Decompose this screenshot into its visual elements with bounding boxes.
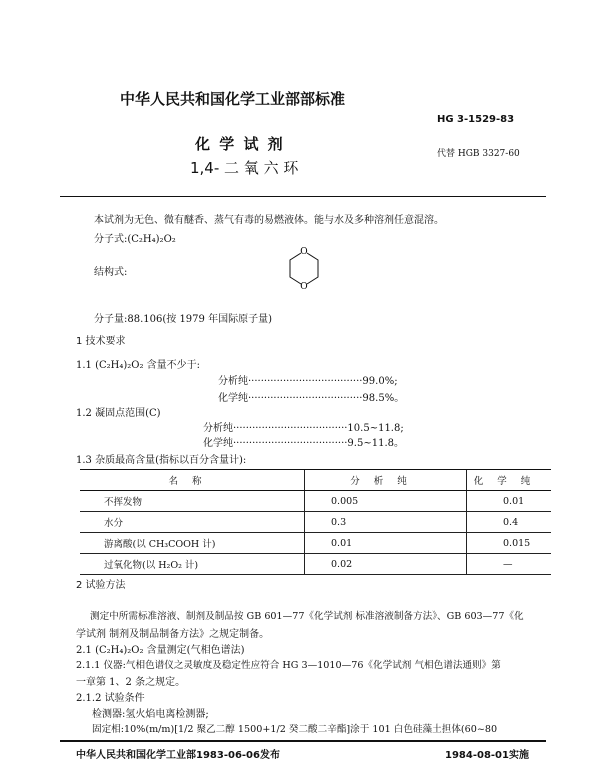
issuing-authority-heading: 中华人民共和国化学工业部部标准	[120, 90, 346, 108]
row-name: 不挥发物	[80, 491, 305, 512]
section-2-para-line-1: 测定中所需标准溶液、制剂及制品按 GB 601—77《化学试剂 标准溶液制备方法》、GB 603—77《化	[90, 611, 524, 622]
molecular-formula: 分子式:(C₂H₄)₂O₂	[94, 234, 176, 245]
row-chemical: 0.015	[467, 533, 552, 554]
row-chemical: 0.01	[467, 491, 552, 512]
replaces-standard: 代替 HGB 3327-60	[437, 149, 520, 159]
item-2-1-1-line-2: 一章第 1、2 条之规定。	[76, 677, 186, 688]
header-analytical: 分析纯	[305, 470, 467, 491]
item-2-1: 2.1 (C₂H₄)₂O₂ 含量测定(气相色谱法)	[76, 645, 245, 656]
detector-line: 检测器:氢火焰电离检测器;	[92, 709, 209, 720]
item-2-1-2: 2.1.2 试验条件	[76, 693, 145, 704]
row-analytical: 0.02	[305, 554, 467, 575]
item-1-3: 1.3 杂质最高含量(指标以百分含量计):	[76, 455, 247, 466]
row-analytical: 0.01	[305, 533, 467, 554]
item-1-2-chemical: 化学纯····································9.5~11.8。	[203, 438, 404, 449]
section-1-heading: 1 技术要求	[76, 336, 126, 347]
standard-number: HG 3-1529-83	[437, 114, 515, 125]
row-analytical: 0.005	[305, 491, 467, 512]
dioxane-structure-diagram	[284, 244, 324, 294]
row-name: 过氧化物(以 H₂O₂ 计)	[80, 554, 305, 575]
molecular-weight: 分子量:88.106(按 1979 年国际原子量)	[94, 314, 272, 325]
footer-divider	[60, 740, 546, 742]
row-chemical: —	[467, 554, 552, 575]
item-1-1-chemical: 化学纯····································98.5%。	[218, 393, 405, 404]
item-1-1: 1.1 (C₂H₄)₂O₂ 含量不少于:	[76, 360, 201, 371]
item-1-2: 1.2 凝固点范围(C)	[76, 408, 161, 419]
item-1-1-analytical: 分析纯····································99.0%;	[218, 376, 398, 387]
row-analytical: 0.3	[305, 512, 467, 533]
item-2-1-1-line-1: 2.1.1 仪器:气相色谱仪之灵敏度及稳定性应符合 HG 3—1010—76《化学试剂 气相色谱法通则》第	[76, 660, 501, 671]
description-text: 本试剂为无色、微有醚香、蒸气有毒的易燃液体。能与水及多种溶剂任意混溶。	[94, 215, 444, 226]
ring-oxygen-top: O	[300, 247, 308, 257]
effective-date: 1984-08-01实施	[445, 750, 529, 761]
structure-label: 结构式:	[94, 267, 128, 278]
section-2-heading: 2 试验方法	[76, 580, 126, 591]
header-chemical: 化学纯	[467, 470, 552, 491]
impurity-limits-table	[80, 469, 551, 575]
stationary-phase-line: 固定相:10%(m/m)[1/2 聚乙二醇 1500+1/2 癸二酸二辛酯]涂于 101 白色硅藻土担体(60~80	[92, 724, 498, 735]
issue-date: 中华人民共和国化学工业部1983-06-06发布	[76, 750, 280, 761]
document-subtitle: 1,4- 二 氧 六 环	[190, 159, 299, 177]
item-1-2-analytical: 分析纯····································10.5~11.8;	[203, 423, 404, 434]
document-title: 化 学 试 剂	[195, 135, 285, 153]
table-row	[80, 533, 551, 554]
row-name: 游离酸(以 CH₃COOH 计)	[80, 533, 305, 554]
row-chemical: 0.4	[467, 512, 552, 533]
row-name: 水分	[80, 512, 305, 533]
table-header-row	[80, 470, 551, 491]
header-name: 名称	[80, 470, 305, 491]
table-row	[80, 512, 551, 533]
table-row	[80, 491, 551, 512]
header-divider	[60, 196, 546, 197]
section-2-para-line-2: 学试剂 制剂及制品制备方法》之规定制备。	[76, 629, 270, 640]
ring-oxygen-bottom: O	[300, 282, 308, 292]
table-row	[80, 554, 551, 575]
